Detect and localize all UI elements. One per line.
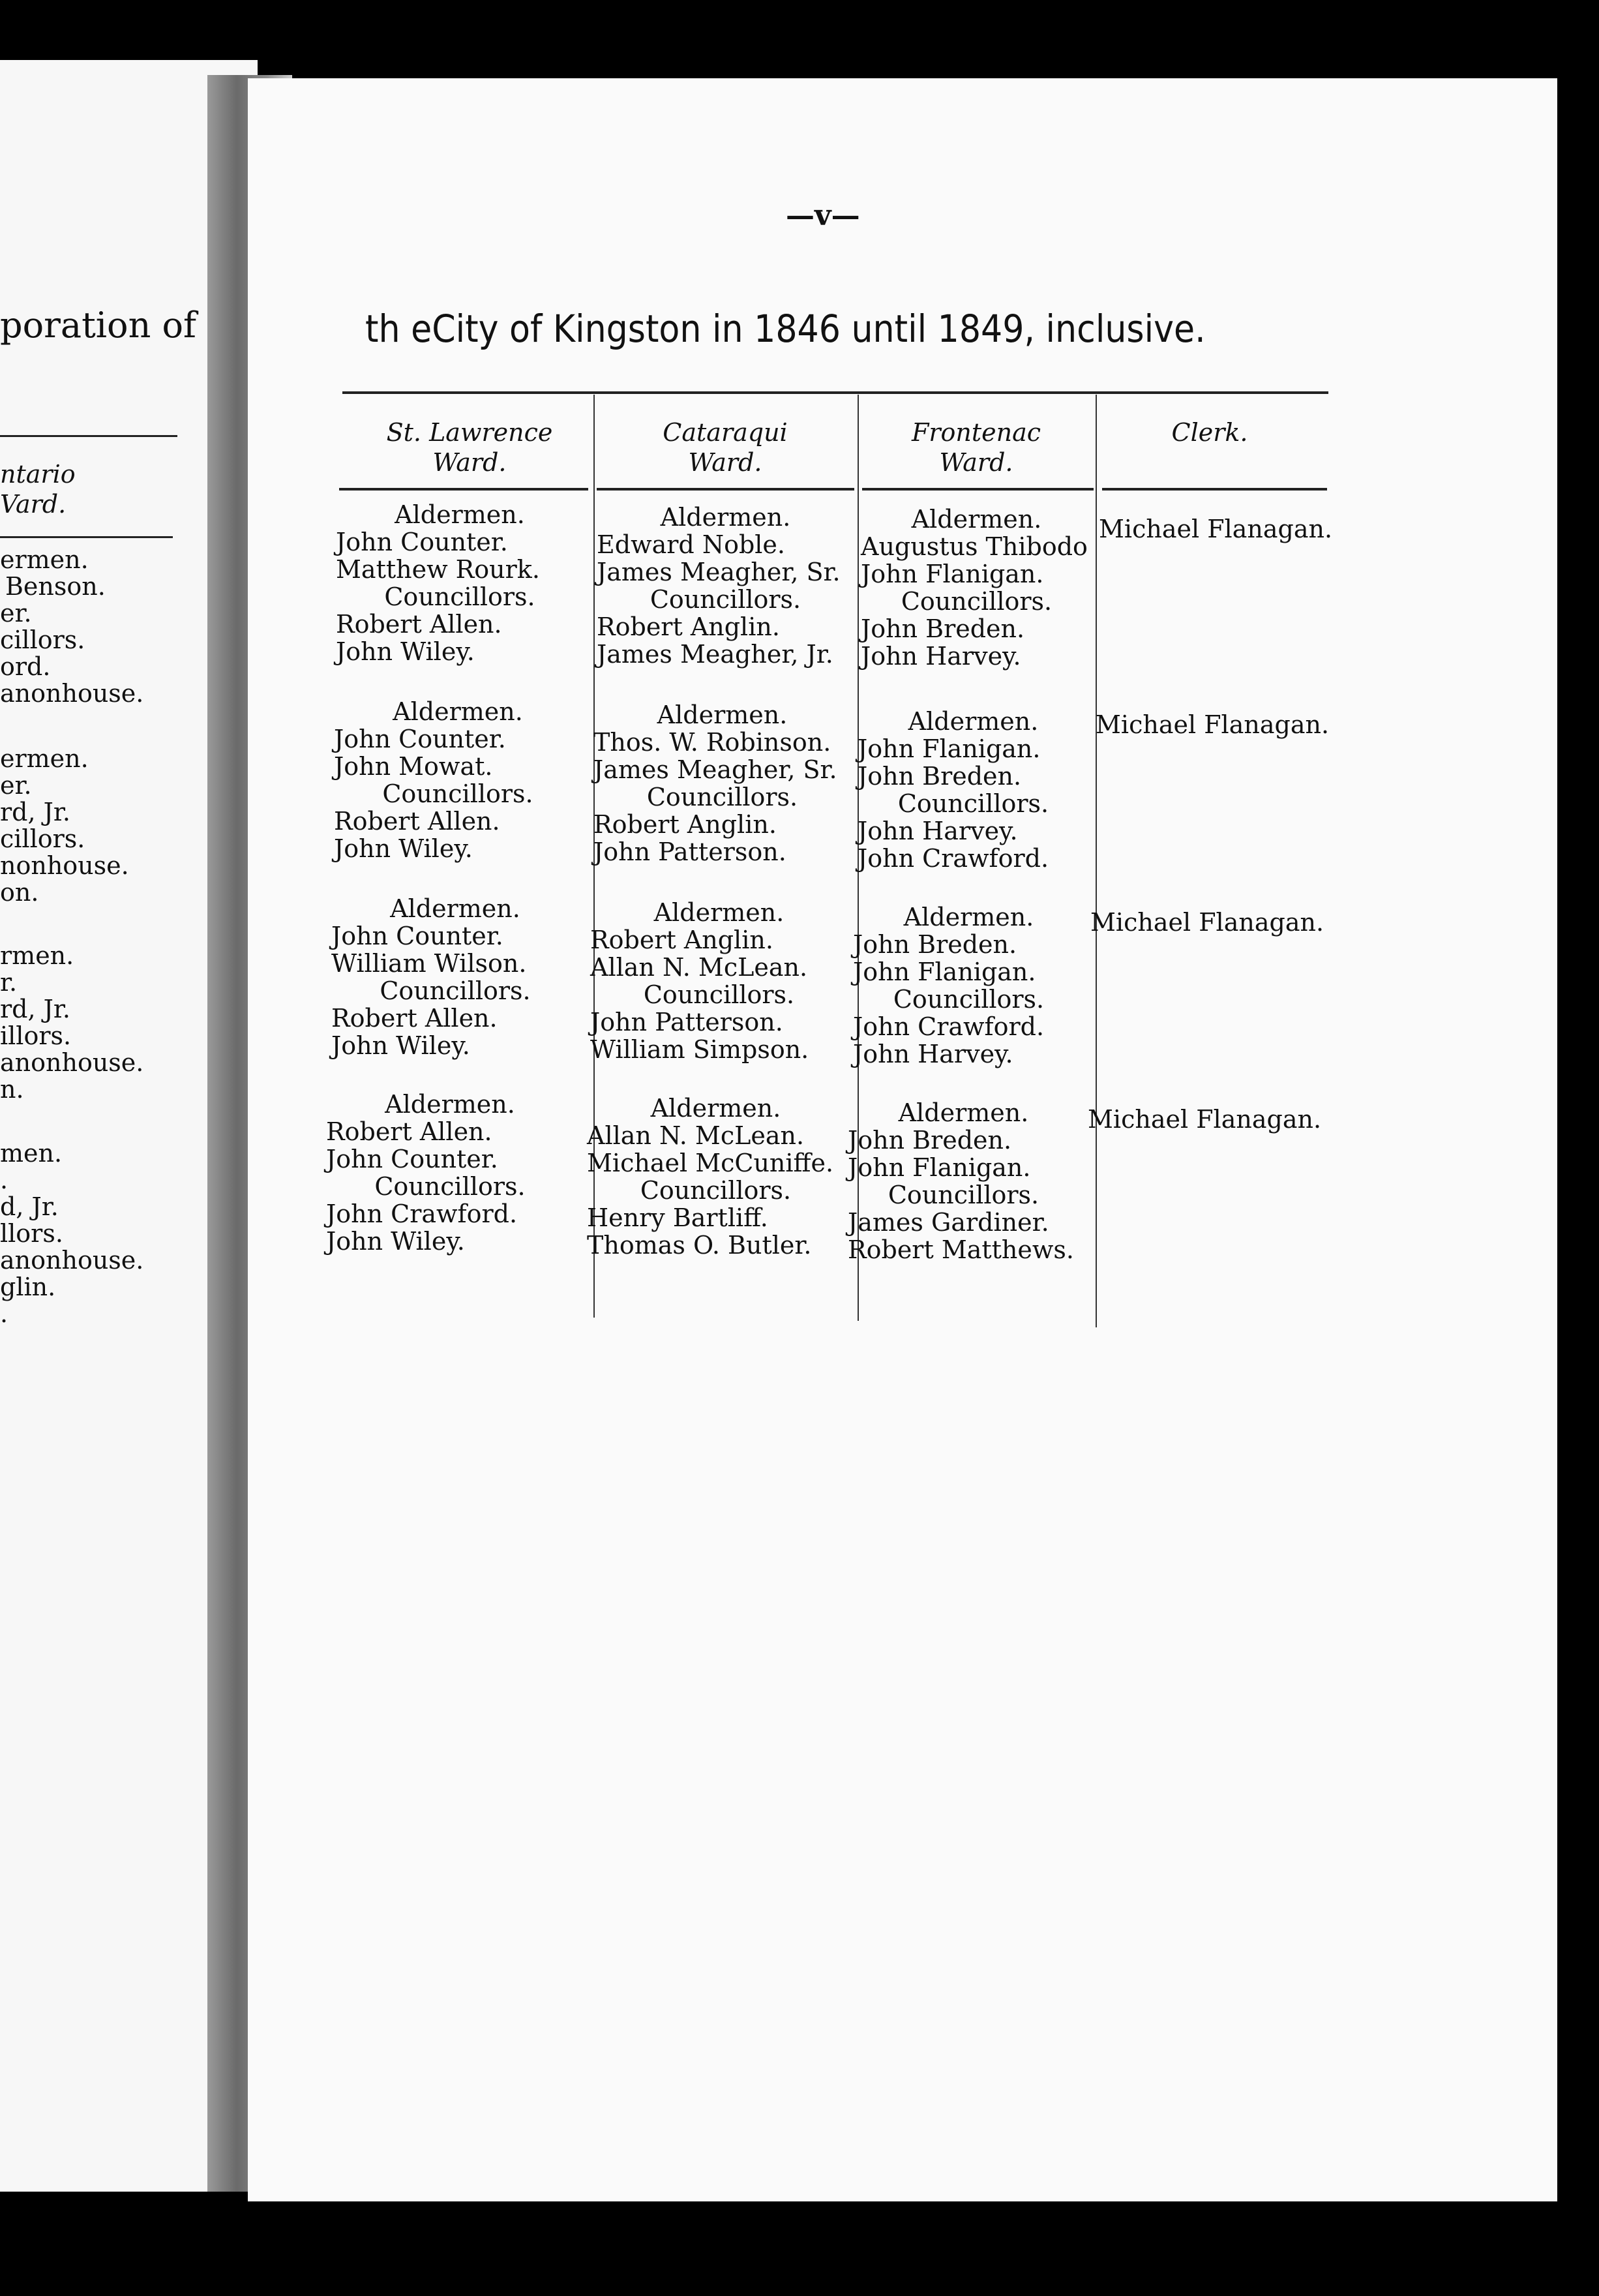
member-name: John Breden. [853,930,1017,959]
member-name: James Gardiner. [848,1208,1049,1237]
column-header-clerk [1102,417,1317,447]
member-name: John Flanigan. [861,560,1044,588]
member-name: Robert Matthews. [848,1235,1074,1264]
member-name: John Wiley. [326,1227,465,1256]
left-page-header-rule [0,536,173,538]
member-name: John Crawford. [326,1200,518,1228]
left-line: ord. [0,652,51,681]
left-line: rmen. [0,941,74,970]
column-header-cataraqui [601,417,849,477]
member-name: Robert Anglin. [597,612,780,641]
column-header-frontenac [862,417,1090,477]
member-name: Augustus Thibodo [861,532,1088,561]
member-name: John Wiley. [334,834,473,863]
left-line: cillors. [0,824,85,853]
member-name: John Patterson. [590,1008,783,1036]
column-header-line2: Ward. [688,448,762,477]
member-name: John Crawford. [853,1012,1045,1041]
column-header-line1: Cataraqui [663,418,788,447]
left-line: er. [0,599,32,627]
column-header-line2: Ward. [939,448,1013,477]
left-line: anonhouse. [0,1246,144,1275]
member-name: Thomas O. Butler. [587,1231,812,1260]
member-name: Robert Allen. [334,807,500,836]
member-name: Robert Anglin. [590,926,773,954]
left-line: rd, Jr. [0,995,70,1023]
left-line: glin. [0,1273,56,1301]
left-line: Benson. [5,572,106,601]
header-rule-cataraqui [597,488,854,491]
councillors-label: Councillors. [888,1181,1039,1209]
member-name: Henry Bartliff. [587,1203,768,1232]
member-name: Robert Allen. [326,1117,492,1146]
frontenac-block-year2 [858,708,1089,872]
aldermen-label: Aldermen. [390,894,520,923]
left-line: r. [0,968,18,997]
member-name: Thos. W. Robinson. [593,728,831,757]
left-line: . [0,1166,8,1194]
member-name: John Wiley. [331,1031,470,1060]
aldermen-label: Aldermen. [657,701,788,729]
member-name: John Mowat. [334,752,493,781]
left-line: n. [0,1075,24,1104]
member-name: John Harvey. [858,817,1018,845]
column-header-line1: Clerk. [1171,418,1248,447]
councillors-label: Councillors. [380,976,531,1005]
member-name: John Crawford. [858,844,1049,873]
aldermen-label: Aldermen. [650,1094,781,1123]
member-name: William Wilson. [331,949,527,978]
councillors-label: Councillors. [646,783,798,811]
left-line: men. [0,1139,63,1168]
clerk-name: Michael Flanagan. [1099,515,1333,543]
councillors-label: Councillors. [374,1172,526,1201]
aldermen-label: Aldermen. [911,505,1042,534]
st-lawrence-block-year4 [326,1091,574,1255]
member-name: John Harvey. [861,642,1021,671]
left-column-header-line2: Vard. [0,490,67,519]
member-name: James Meagher, Sr. [593,755,837,784]
left-line: on. [0,878,39,907]
member-name: John Counter. [336,528,508,556]
page-title: th eCity of Kingston in 1846 until 1849, inclusive. [365,307,1206,351]
member-name: William Simpson. [590,1035,809,1064]
member-name: John Flanigan. [858,734,1041,763]
left-line: nonhouse. [0,851,129,880]
column-header-line2: Ward. [432,448,507,477]
frontenac-block-year4 [848,1099,1079,1263]
left-line: ermen. [0,744,89,773]
left-line: cillors. [0,626,85,654]
member-name: John Counter. [334,725,506,753]
member-name: John Breden. [848,1126,1012,1155]
header-rule-st-lawrence [339,488,588,491]
clerk-name: Michael Flanagan. [1096,710,1330,739]
cataraqui-block-year1 [597,504,854,668]
st-lawrence-block-year3 [331,895,579,1059]
councillors-label: Councillors. [384,582,535,611]
left-line: . [0,1299,8,1328]
councillors-label: Councillors. [901,587,1053,616]
left-line: er. [0,771,32,800]
member-name: John Breden. [861,614,1025,643]
councillors-label: Councillors. [640,1176,792,1205]
member-name: John Harvey. [853,1040,1013,1068]
left-line: rd, Jr. [0,798,70,826]
member-name: Edward Noble. [597,530,785,559]
aldermen-label: Aldermen. [653,898,785,927]
frontenac-block-year1 [861,506,1092,670]
table-top-rule [342,391,1328,394]
left-line: illors. [0,1021,72,1050]
header-rule-clerk [1102,488,1327,491]
member-name: John Counter. [326,1145,498,1173]
left-column-header [0,459,76,519]
left-line: llors. [0,1219,63,1248]
councillors-label: Councillors. [643,980,795,1009]
member-name: John Counter. [331,922,503,950]
aldermen-label: Aldermen. [908,707,1039,736]
member-name: Matthew Rourk. [336,555,540,584]
member-name: John Flanigan. [848,1153,1031,1182]
st-lawrence-block-year2 [334,698,582,862]
st-lawrence-block-year1 [336,501,584,665]
page-number: —v— [786,199,860,232]
member-name: John Wiley. [336,637,475,666]
left-line: anonhouse. [0,679,144,708]
cataraqui-block-year3 [590,899,848,1063]
aldermen-label: Aldermen. [395,500,525,529]
councillors-label: Councillors. [893,985,1045,1014]
column-divider [1096,395,1097,1327]
header-rule-frontenac [862,488,1094,491]
member-name: John Patterson. [593,838,786,866]
councillors-label: Councillors. [382,779,533,808]
aldermen-label: Aldermen. [385,1090,515,1119]
left-line: anonhouse. [0,1048,144,1077]
councillors-label: Councillors. [897,789,1049,818]
member-name: John Flanigan. [853,958,1036,986]
aldermen-label: Aldermen. [898,1098,1029,1127]
left-page-top-rule [0,435,177,437]
member-name: Allan N. McLean. [590,953,808,982]
member-name: Robert Anglin. [593,810,777,839]
cataraqui-block-year2 [593,701,851,866]
column-header-line1: St. Lawrence [386,418,553,447]
column-header-st-lawrence [365,417,574,477]
left-column-header-line1: ntario [0,460,76,489]
clerk-name: Michael Flanagan. [1090,908,1324,937]
member-name: Michael McCuniffe. [587,1149,834,1177]
member-name: Allan N. McLean. [587,1121,805,1150]
aldermen-label: Aldermen. [660,503,791,532]
member-name: Robert Allen. [336,610,502,639]
councillors-label: Councillors. [650,585,801,614]
aldermen-label: Aldermen. [393,697,523,726]
left-line: ermen. [0,545,89,574]
clerk-name: Michael Flanagan. [1088,1105,1322,1134]
member-name: James Meagher, Jr. [597,640,833,669]
left-page-title-fragment: poration of [0,305,197,346]
member-name: Robert Allen. [331,1004,498,1033]
aldermen-label: Aldermen. [903,903,1034,931]
column-header-line1: Frontenac [911,418,1041,447]
left-line: d, Jr. [0,1192,59,1221]
cataraqui-block-year4 [587,1095,844,1259]
member-name: James Meagher, Sr. [597,558,841,586]
frontenac-block-year3 [853,903,1084,1068]
member-name: John Breden. [858,762,1022,791]
